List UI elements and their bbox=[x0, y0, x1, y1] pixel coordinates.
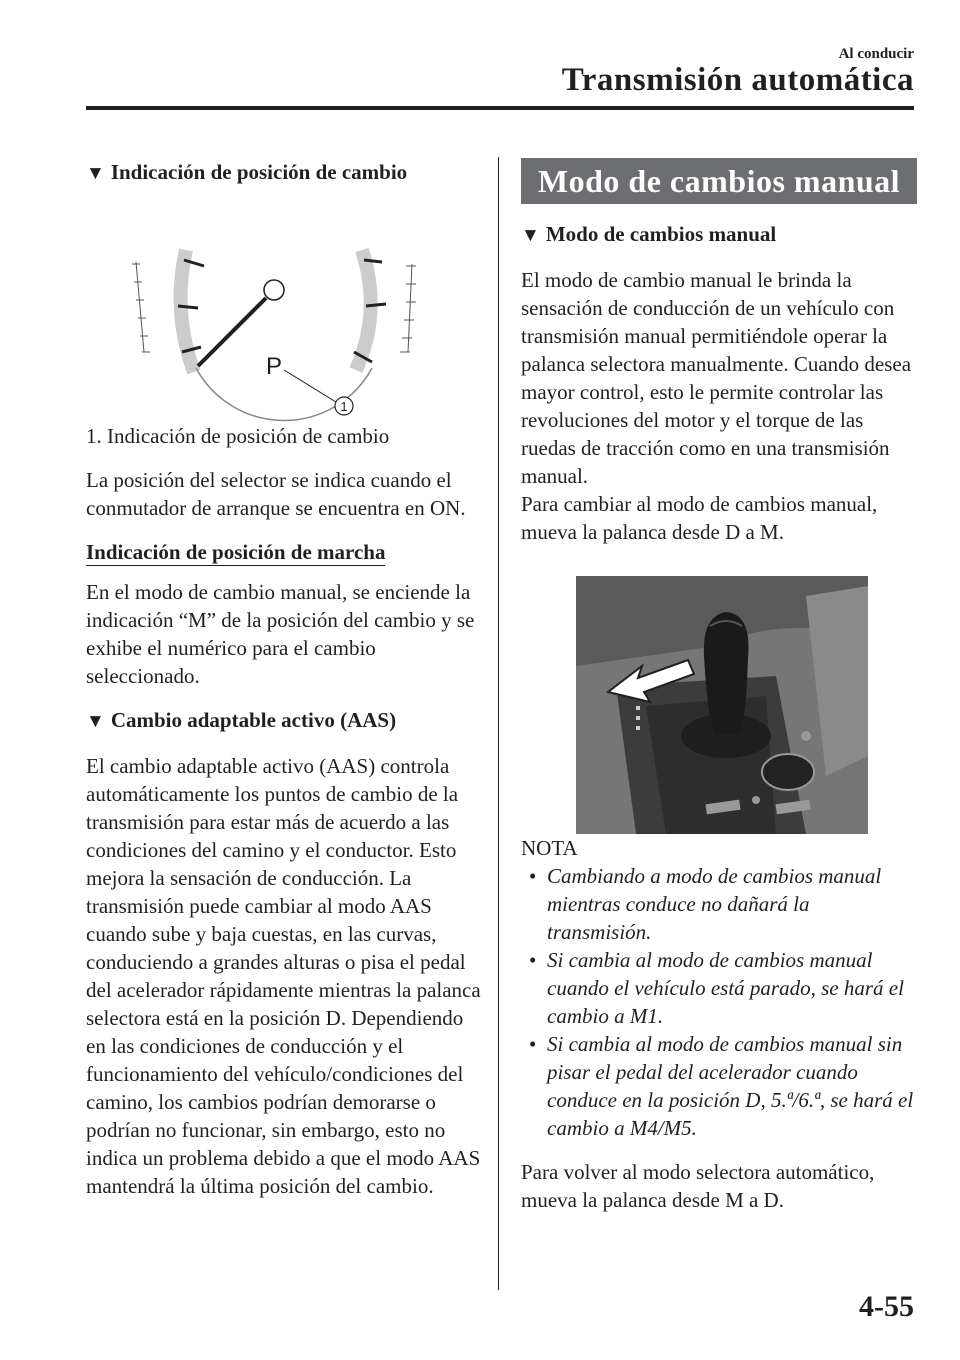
page-number: 4-55 bbox=[859, 1290, 914, 1323]
column-divider bbox=[498, 157, 499, 1290]
gauge-hub bbox=[264, 280, 284, 300]
header-rule bbox=[86, 106, 914, 110]
paragraph-return-automatic: Para volver al modo selectora automático, mueva la palanca desde M a D. bbox=[521, 1160, 875, 1212]
callout-number: 1 bbox=[340, 399, 348, 414]
figure-caption: 1. Indicación de posición de cambio bbox=[86, 424, 390, 448]
callout-leader bbox=[284, 370, 336, 402]
heading-text: Indicación de posición de cambio bbox=[110, 160, 408, 184]
note-list bbox=[521, 862, 917, 1142]
paragraph-switch-to-manual: Para cambiar al modo de cambios manual, mueva la palanca desde D a M. bbox=[521, 492, 878, 544]
gauge-svg bbox=[86, 202, 486, 422]
left-scale bbox=[178, 250, 204, 372]
bullet-dot-icon: • bbox=[529, 948, 537, 972]
paragraph-selector-position: La posición del selector se indica cuando el conmutador de arranque se encuentra en ON. bbox=[86, 468, 466, 520]
note-text: Si cambia al modo de cambios manual cuando el vehículo está parado, se hará el cambio a M1. bbox=[547, 948, 904, 1028]
paragraph-manual-indication: En el modo de cambio manual, se enciende la indicación “M” de la posición del cambio y se exhibe el numérico para el cambio seleccionado. bbox=[86, 580, 475, 688]
heading-shift-indication bbox=[86, 158, 482, 188]
right-ruler bbox=[400, 264, 416, 352]
note-item bbox=[529, 946, 917, 1030]
heading-text: Modo de cambios manual bbox=[545, 222, 777, 246]
paragraph-manual-mode: El modo de cambio manual le brinda la sensación de conducción de un vehículo con transmisión manual permitiéndole operar la palanca selectora manualmente. Cuando desea mayor control, esto le permite controlar las revoluciones del motor y el torque de las ruedas de tracción como en una transmisión manual. bbox=[521, 268, 912, 488]
section-title-box: Modo de cambios manual bbox=[521, 158, 917, 204]
gauge-illustration bbox=[86, 202, 486, 422]
note-text: Cambiando a modo de cambios manual mientras conduce no dañará la transmisión. bbox=[547, 864, 882, 944]
note-title: NOTA bbox=[521, 836, 578, 860]
triangle-bullet-icon: ▼ bbox=[86, 711, 105, 732]
note-item bbox=[529, 862, 917, 946]
page-title: Transmisión automática bbox=[561, 62, 914, 98]
gauge-needle bbox=[198, 298, 266, 366]
shift-lever-photo bbox=[576, 576, 868, 834]
p-position-label: P bbox=[266, 353, 283, 380]
note-item bbox=[529, 1030, 917, 1142]
note-text: Si cambia al modo de cambios manual sin pisar el pedal del acelerador cuando conduce en la posición D, 5.ª/6.ª, se hará el cambio a M4/M5. bbox=[547, 1032, 914, 1140]
bullet-dot-icon: • bbox=[529, 1032, 537, 1056]
triangle-bullet-icon: ▼ bbox=[521, 225, 540, 246]
right-column bbox=[521, 158, 917, 1214]
heading-text: Cambio adaptable activo (AAS) bbox=[110, 708, 397, 732]
left-column bbox=[86, 158, 482, 1200]
heading-manual-mode bbox=[521, 220, 917, 250]
subheading-gear-indication: Indicación de posición de marcha bbox=[86, 540, 386, 564]
heading-aas bbox=[86, 706, 482, 736]
shift-lever-illustration bbox=[576, 576, 868, 834]
chapter-label: Al conducir bbox=[838, 46, 914, 62]
paragraph-aas: El cambio adaptable activo (AAS) controla automáticamente los puntos de cambio de la transmisión para estar más de acuerdo a las condiciones del camino y el conductor. Esto mejora la sensación de conducción. La transmisión puede cambiar al modo AAS cuando sube y baja cuestas, en las curvas, conduciendo a grandes alturas o pisa el pedal del acelerador rápidamente mientras la palanca selectora está en la posición D. Dependiendo en las condiciones de conducción y el funcionamiento del vehículo/condiciones del camino, los cambios podrían demorarse o podrían no funcionar, sin embargo, esto no indica un problema debido a que el modo AAS mantendrá la última posición del cambio. bbox=[86, 754, 481, 1198]
right-scale bbox=[354, 250, 386, 370]
bullet-dot-icon: • bbox=[529, 864, 537, 888]
left-ruler bbox=[132, 262, 150, 352]
triangle-bullet-icon: ▼ bbox=[86, 163, 105, 184]
